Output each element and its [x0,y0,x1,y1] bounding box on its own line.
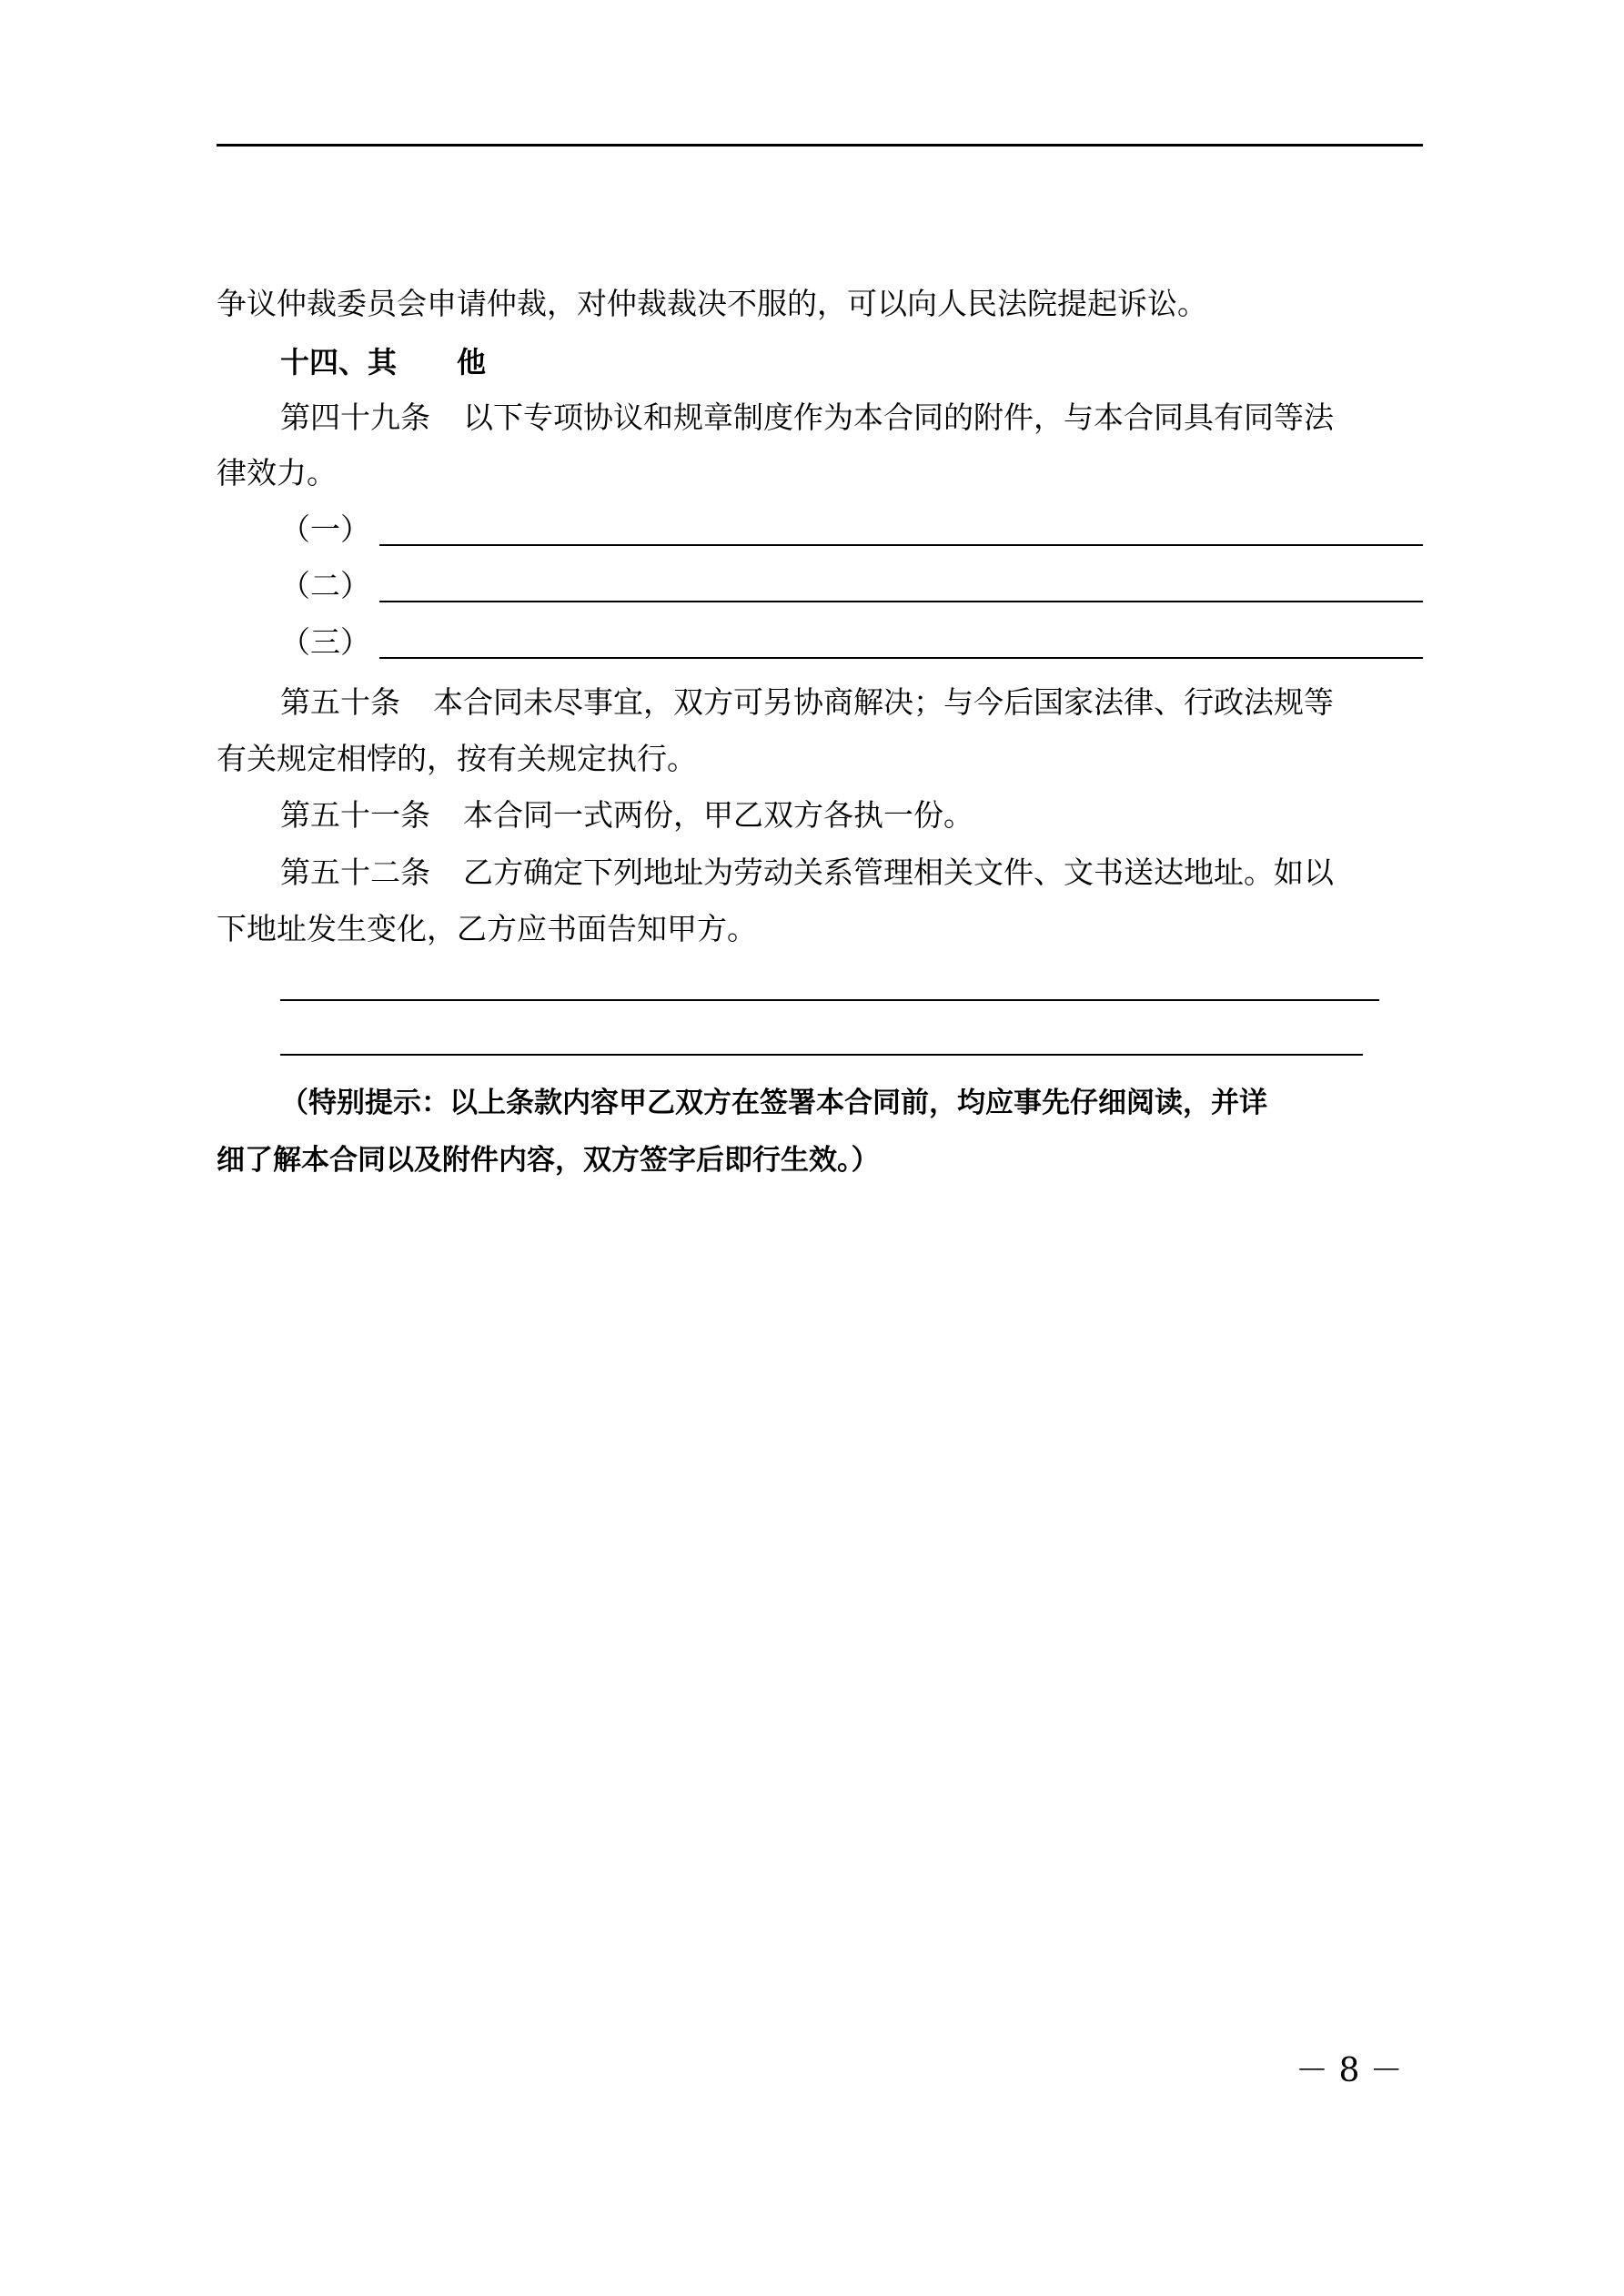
article-52-label: 第五十二条 [280,855,430,890]
article-50-line2: 有关规定相悖的，按有关规定执行。 [217,741,697,776]
article-52-text: 乙方确定下列地址为劳动关系管理相关文件、文书送达地址。如以 [463,855,1334,890]
article-52-line2: 下地址发生变化，乙方应书面告知甲方。 [217,911,757,946]
article-50-label: 第五十条 [280,684,400,720]
special-notice-line2: 细了解本合同以及附件内容，双方签字后即行生效。） [217,1144,880,1177]
special-notice-line1: （特别提示：以上条款内容甲乙双方在签署本合同前，均应事先仔细阅读，并详 [280,1087,1267,1119]
attachment-blank-1[interactable] [379,544,1423,546]
address-blank-2[interactable] [280,1054,1363,1056]
article-51-label: 第五十一条 [280,797,430,833]
article-51-text: 本合同一式两份，甲乙双方各执一份。 [463,797,973,833]
article-49-text: 以下专项协议和规章制度作为本合同的附件，与本合同具有同等法 [463,400,1334,435]
section-heading-number: 十四、其 [280,345,398,379]
address-blank-1[interactable] [280,999,1379,1001]
attachment-row-2 [280,566,1423,606]
article-49-line1 [280,398,1487,438]
section-heading [280,342,1487,382]
attachment-row-1 [280,510,1423,550]
page-number: － 8 － [1296,2052,1403,2089]
article-49-label: 第四十九条 [280,400,430,435]
article-52-line1 [280,853,1487,893]
attachment-label-2: （二） [280,568,370,603]
section-heading-title: 他 [457,345,487,379]
attachment-row-3 [280,622,1423,663]
attachment-label-1: （一） [280,511,370,547]
article-50-line1 [280,683,1487,723]
article-50-text: 本合同未尽事宜，双方可另协商解决；与今后国家法律、行政法规等 [433,684,1334,720]
article-49-line2: 律效力。 [217,455,337,491]
attachment-blank-3[interactable] [379,657,1423,659]
attachment-label-3: （三） [280,624,370,660]
continuation-text: 争议仲裁委员会申请仲裁，对仲裁裁决不服的，可以向人民法院提起诉讼。 [217,286,1207,321]
header-rule [217,144,1423,147]
article-51-line [280,795,1487,835]
attachment-blank-2[interactable] [379,601,1423,602]
